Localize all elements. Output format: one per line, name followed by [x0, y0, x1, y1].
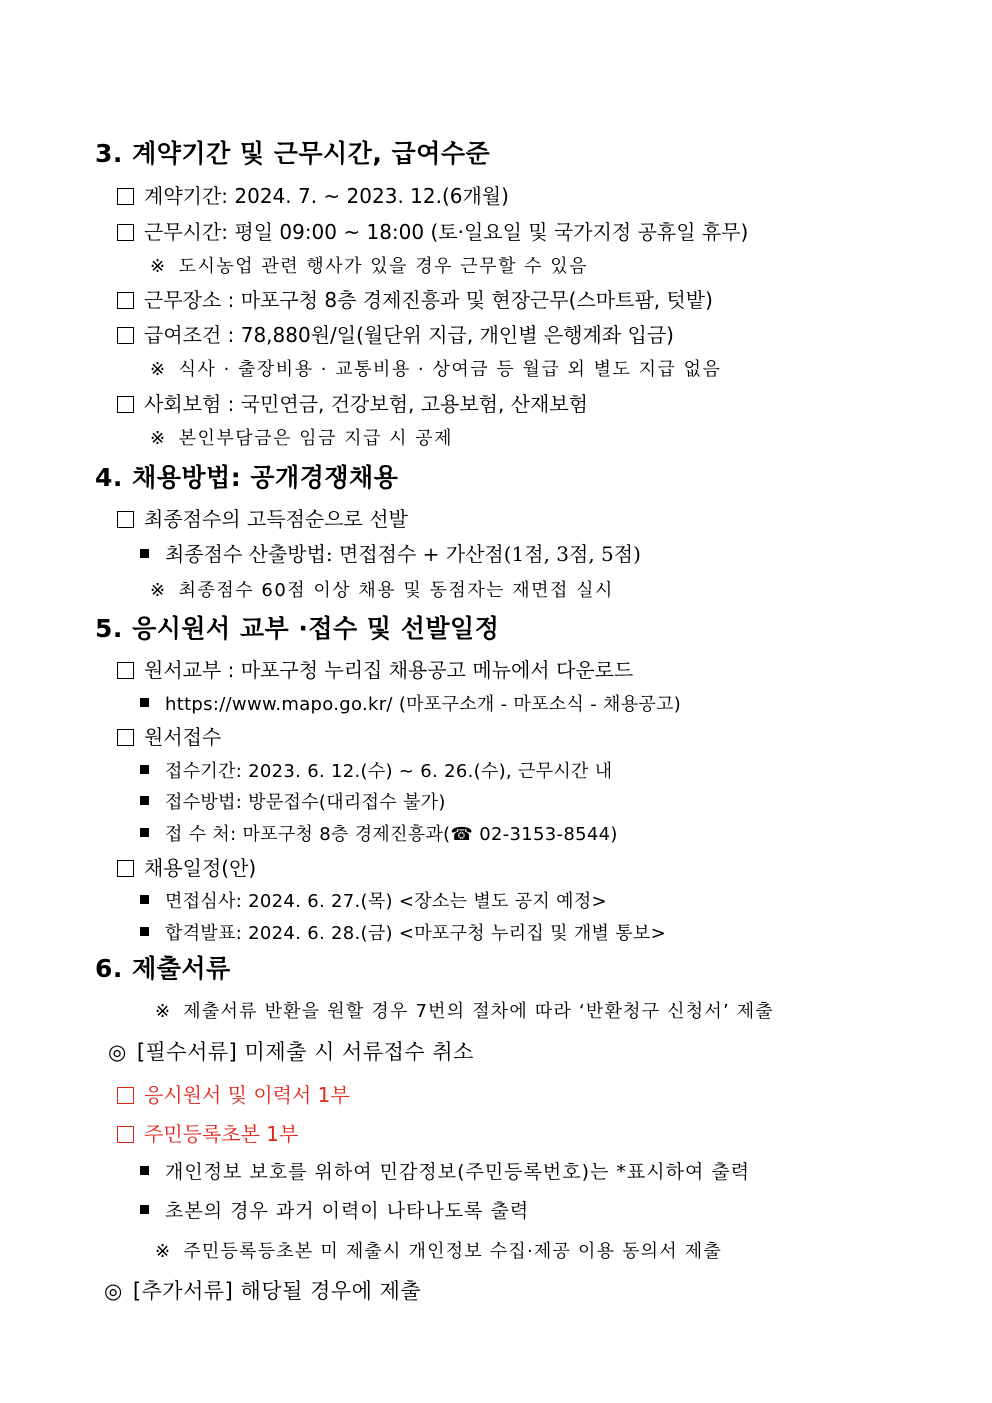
pay-item: 급여조건 : 78,880원/일(월단위 지급, 개인별 은행계좌 입금) [117, 325, 674, 345]
receipt-period-bullet: 접수기간: 2023. 6. 12.(수) ~ 6. 26.(수), 근무시간 내 [140, 763, 612, 781]
required-doc-resident-record: 주민등록초본 1부 [117, 1124, 298, 1144]
receipt-method-bullet: 접수방법: 방문접수(대리접수 불가) [140, 794, 446, 812]
required-docs-heading: ◎ [필수서류] 미제출 시 서류접수 취소 [108, 1040, 474, 1064]
reference-mark-icon: ※ [155, 1001, 172, 1022]
section-6-title: 6. 제출서류 [95, 954, 231, 983]
checkbox-icon [117, 327, 134, 344]
bullet-icon [140, 927, 149, 936]
bullet-icon [140, 796, 149, 805]
reference-mark-icon: ※ [150, 359, 167, 380]
bullet-icon [140, 828, 149, 837]
additional-docs-heading: ◎ [추가서류] 해당될 경우에 제출 [104, 1279, 422, 1303]
application-receipt-item: 원서접수 [117, 727, 221, 747]
reference-mark-icon: ※ [155, 1241, 172, 1262]
bullet-icon [140, 1205, 149, 1214]
consent-note: ※ 주민등록등초본 미 제출시 개인정보 수집·제공 이용 동의서 제출 [155, 1241, 722, 1262]
announcement-bullet: 합격발표: 2024. 6. 28.(금) <마포구청 누리집 및 개별 통보> [140, 925, 666, 943]
checkbox-icon [117, 729, 134, 746]
insurance-item: 사회보험 : 국민연금, 건강보험, 고용보험, 산재보험 [117, 394, 588, 414]
bullet-icon [140, 895, 149, 904]
checkbox-icon [117, 188, 134, 205]
pay-note: ※ 식사 · 출장비용 · 교통비용 · 상여금 등 월급 외 별도 지급 없음 [150, 359, 722, 380]
interview-bullet: 면접심사: 2024. 6. 27.(목) <장소는 별도 공지 예정> [140, 893, 607, 911]
hiring-schedule-item: 채용일정(안) [117, 858, 256, 878]
application-url-link[interactable]: https://www.mapo.go.kr/ (마포구소개 - 마포소식 - 채용공고) [165, 694, 682, 715]
receipt-place-bullet: 접 수 처: 마포구청 8층 경제진흥과(☎ 02-3153-8544) [140, 826, 618, 844]
reference-mark-icon: ※ [150, 580, 167, 601]
documents-return-note: ※ 제출서류 반환을 원할 경우 7번의 절차에 따라 ‘반환청구 신청서’ 제출 [155, 1001, 774, 1022]
checkbox-icon [117, 224, 134, 241]
double-circle-icon: ◎ [108, 1040, 127, 1064]
required-doc-application: 응시원서 및 이력서 1부 [117, 1085, 350, 1105]
work-place-item: 근무장소 : 마포구청 8층 경제진흥과 및 현장근무(스마트팜, 텃밭) [117, 290, 713, 310]
score-note: ※ 최종점수 60점 이상 채용 및 동점자는 재면접 실시 [150, 580, 614, 601]
contract-period-item: 계약기간: 2024. 7. ~ 2023. 12.(6개월) [117, 186, 509, 206]
bullet-icon [140, 698, 149, 707]
history-bullet: 초본의 경우 과거 이력이 나타나도록 출력 [140, 1202, 529, 1221]
checkbox-icon [117, 292, 134, 309]
privacy-bullet: 개인정보 보호를 위하여 민감정보(주민등록번호)는 *표시하여 출력 [140, 1163, 750, 1182]
bullet-icon [140, 1166, 149, 1175]
section-5-title: 5. 응시원서 교부 ·접수 및 선발일정 [95, 614, 500, 643]
section-4-title: 4. 채용방법: 공개경쟁채용 [95, 463, 399, 492]
selection-rule-item: 최종점수의 고득점순으로 선발 [117, 509, 408, 529]
checkbox-icon [117, 1126, 134, 1143]
application-url-bullet [140, 696, 681, 714]
reference-mark-icon: ※ [150, 256, 167, 277]
score-calc-bullet: 최종점수 산출방법: 면접점수 + 가산점(1점, 3점, 5점) [140, 544, 641, 564]
section-3-title: 3. 계약기간 및 근무시간, 급여수준 [95, 139, 491, 168]
checkbox-icon [117, 511, 134, 528]
reference-mark-icon: ※ [150, 428, 167, 449]
insurance-note: ※ 본인부담금은 임금 지급 시 공제 [150, 428, 454, 449]
application-issue-item: 원서교부 : 마포구청 누리집 채용공고 메뉴에서 다운로드 [117, 660, 633, 680]
double-circle-icon: ◎ [104, 1279, 123, 1303]
bullet-icon [140, 549, 149, 558]
checkbox-icon [117, 662, 134, 679]
checkbox-icon [117, 1087, 134, 1104]
work-hours-item: 근무시간: 평일 09:00 ~ 18:00 (토·일요일 및 국가지정 공휴일 휴무) [117, 222, 748, 242]
checkbox-icon [117, 860, 134, 877]
work-hours-note: ※ 도시농업 관련 행사가 있을 경우 근무할 수 있음 [150, 256, 589, 277]
checkbox-icon [117, 396, 134, 413]
bullet-icon [140, 765, 149, 774]
